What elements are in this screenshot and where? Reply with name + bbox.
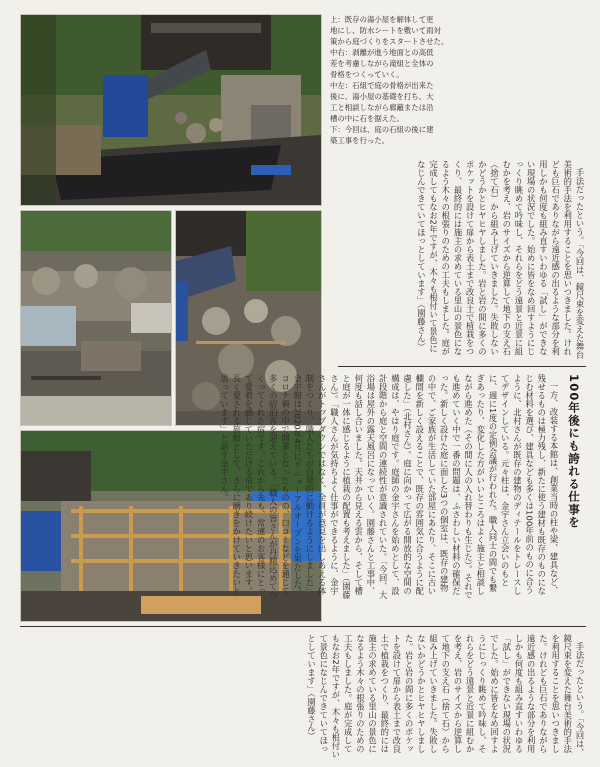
photo-caption xyxy=(330,14,460,146)
body-paragraph: 一方、改装する本館は、創業当時の柱や梁、建具など、残せるものは極力残し、新たに使う建材も既存のものになじむ材料を選び、建具なども多くは100年前のものに合うように、北村さんが既存の建物のディテールをトレースしてデザインしている。元々柱は、金宇さん立会いのもとに、週に1度の定例会議が行われた。職人同士の間でも繋ぎあったり、変化した方がいいところはよく施主と相談しながら進めた（その間に人の入れ替わりも生じた）。それでも進めていく中で一番の問題は、ふさわしい材料の確保だった。新しく設けた庭に面した3つの個室は、既存の建物の中で、ご家族が生活していた部屋にあたり、そこに古い欄間を新しく設えることで、既存の雰囲気に合うように配慮した」（北村さん）。庭に向かって広がる開放的な空間の構成は、やはり庭です。庭師の金宇さんを始めとして、設計段階から庭と空間の連続性が意識されていた。「今回、大浴場は屋外の露天風呂になっていく。園藤さんと工事中、何度も話し合いました。天井から見える雲から、そして槽と庭が一体に感じるように植栽の配置も考えました」（園藤さん）。「職人さんが気持ちよく仕事ができるように、金宇さんがトップダウンではなく、全員が意見を出しあえる体制をつくり、職人たちが自発的に動けるようにしました」。金宇館は2020年4月にリニューアルオープンを果たした。コロナ禍の中で開業となったものの、口コミなどを通じて多くの宿泊客を迎えている。「職人の皆さんが丹精込めてつくってくれた宿です。これから先も、常連のお客様にとって愛着を感じていただける宿であり続けたいと思います。長く愛される旅館として、さらに磨きをかけていきたいと思っています」と話す金宇さん。 xyxy=(219,374,559,600)
caption-line: 槽の中に石を据えた。 xyxy=(330,114,404,123)
caption-line: 下：今回は、庭の石組の後に建 xyxy=(330,125,434,134)
caption-line: 策から庭づくりをスタートさせた。 xyxy=(330,37,449,46)
body-text-bottom xyxy=(20,634,586,760)
caption-line: 後に、湯小屋の基礎を打ち、大 xyxy=(330,92,434,101)
caption-line: 骨格をつくっていく。 xyxy=(330,70,404,79)
body-text-upper xyxy=(338,160,586,360)
section-divider xyxy=(338,366,586,367)
body-paragraph: 手法だったという。「今回は、鏡尺束を変えた舞台美術的手法を利用することを思いつきました。けれども巨石でありながら遠近感の出るような部分を利用しかも何度も組み直すいわゆる「試し」ができない現場の状況でした。始めに皆をなめ回すようにじっくり眺めて吟味し、それらをどう遠景と近景に組むかを考え、岩のサイズから逆算して地下の支え石（捨て石）から組み上げていきました。失敗しないかどうかとヒヤヒヤしました。岩と岩の間に多くのポケットを設けて扉から表土まで改良土で植栽をつくり、最終的には施主の求めている里山の景色になるよう木々の根張りのための工夫もしました。庭が完成してもなお2年ですが、木々も根付いて景色になじんできていてほっとしています」（園藤さん） xyxy=(306,634,585,759)
caption-line: 上：既存の湯小屋を解体して更 xyxy=(330,15,434,24)
photo-garden-construction-top xyxy=(20,14,322,206)
caption-line: 地にし、防水シートを敷いて雨対 xyxy=(330,26,441,35)
section-divider xyxy=(20,626,586,627)
caption-line: 工と相談しながら廊籬または沿 xyxy=(330,103,434,112)
caption-line: 中左：石組で庭の骨格が出来た xyxy=(330,81,434,90)
caption-line: 差を考慮しながら滝組と全体の xyxy=(330,59,434,68)
section-heading: 100年後にも誇れる仕事を xyxy=(567,374,581,529)
body-paragraph: 手法だったという。「今回は、鏡尺束を変えた舞台美術的手法を利用することを思いつきました。けれども巨石でありながら遠近感の出るような部分を利用しかも何度も組み直すいわゆる「試し」ができない現場の状況でした。始めに皆をなめ回すようにじっくり眺めて吟味し、それらをどう遠景と近景に組むかを考え、岩のサイズから逆算して地下の支え石（捨て石）から組み上げていきました。失敗しないかどうかとヒヤヒヤしました。岩と岩の間に多くのポケットを設けて扉から表土まで改良土で植栽をつくり、最終的には施主の求めている里山の景色になるよう木々の根張りのための工夫もしました。庭が完成してもなお2年ですが、木々も根付いて景色になじんできていてほっとしています」（園藤さん） xyxy=(416,160,585,360)
caption-line: 中右：剥離が進う地面との高低 xyxy=(330,48,434,57)
caption-line: 築工事を行った。 xyxy=(330,136,390,145)
body-text-middle xyxy=(219,374,560,600)
photo-garden-stonework-left xyxy=(20,210,172,426)
